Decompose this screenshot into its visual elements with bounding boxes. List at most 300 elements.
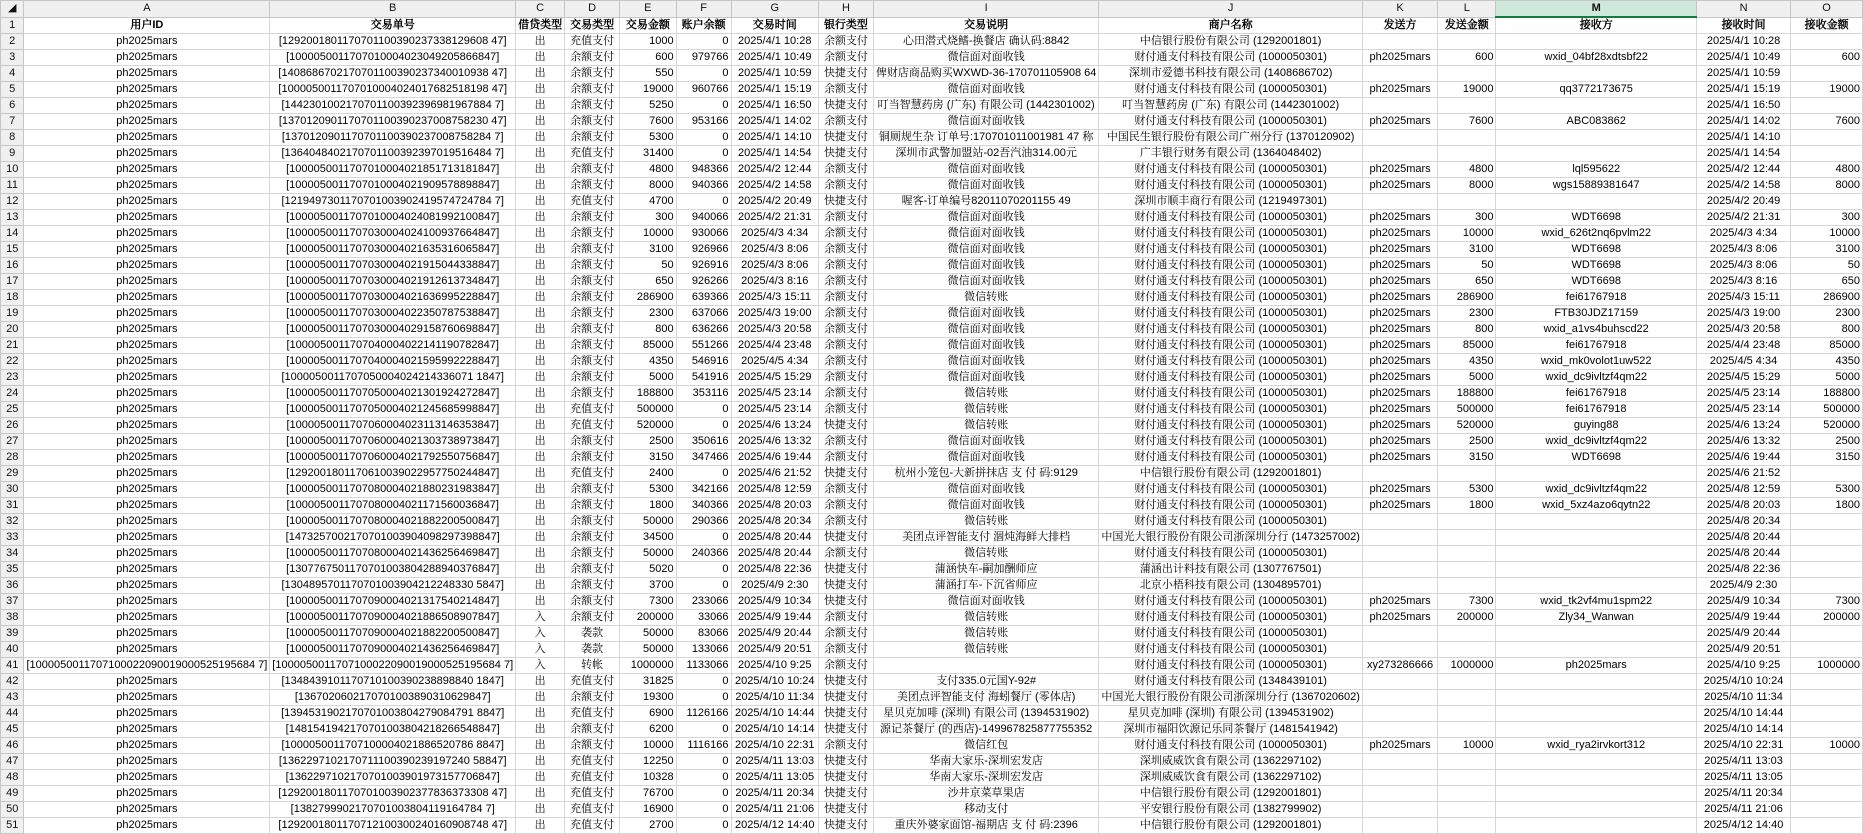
cell-O13[interactable]: 300 xyxy=(1791,209,1863,225)
cell-C24[interactable]: 出 xyxy=(516,385,565,401)
cell-L25[interactable]: 500000 xyxy=(1438,401,1496,417)
cell-L14[interactable]: 10000 xyxy=(1438,225,1496,241)
cell-D14[interactable]: 余额支付 xyxy=(565,225,620,241)
cell-M15[interactable]: WDT6698 xyxy=(1496,241,1697,257)
cell-O43[interactable] xyxy=(1791,689,1863,705)
cell-D12[interactable]: 充值支付 xyxy=(565,193,620,209)
cell-A10[interactable]: ph2025mars xyxy=(24,161,270,177)
table-row[interactable] xyxy=(1,817,1863,833)
cell-A40[interactable]: ph2025mars xyxy=(24,641,270,657)
cell-G10[interactable]: 2025/4/2 12:44 xyxy=(731,161,818,177)
cell-M16[interactable]: WDT6698 xyxy=(1496,257,1697,273)
cell-J34[interactable]: 财付通支付科技有限公司 (1000050301) xyxy=(1099,545,1363,561)
cell-C10[interactable]: 出 xyxy=(516,161,565,177)
cell-H32[interactable]: 余额支付 xyxy=(818,513,873,529)
cell-A24[interactable]: ph2025mars xyxy=(24,385,270,401)
cell-G40[interactable]: 2025/4/9 20:51 xyxy=(731,641,818,657)
cell-M33[interactable] xyxy=(1496,529,1697,545)
cell-O41[interactable]: 1000000 xyxy=(1791,657,1863,673)
cell-O36[interactable] xyxy=(1791,577,1863,593)
cell-G45[interactable]: 2025/4/10 14:14 xyxy=(731,721,818,737)
cell-D39[interactable]: 袭款 xyxy=(565,625,620,641)
cell-A30[interactable]: ph2025mars xyxy=(24,481,270,497)
cell-D19[interactable]: 余额支付 xyxy=(565,305,620,321)
table-row[interactable] xyxy=(1,177,1863,193)
cell-K22[interactable]: ph2025mars xyxy=(1362,353,1437,369)
cell-A43[interactable]: ph2025mars xyxy=(24,689,270,705)
row-header-14[interactable]: 14 xyxy=(1,225,24,241)
cell-I12[interactable]: 喔客-订单编号82011070201155 49 xyxy=(873,193,1099,209)
cell-L10[interactable]: 4800 xyxy=(1438,161,1496,177)
cell-A32[interactable]: ph2025mars xyxy=(24,513,270,529)
cell-K2[interactable] xyxy=(1362,33,1437,49)
cell-O38[interactable]: 200000 xyxy=(1791,609,1863,625)
row-header-27[interactable]: 27 xyxy=(1,433,24,449)
cell-J49[interactable]: 中信银行股份有限公司 (1292001801) xyxy=(1099,785,1363,801)
cell-M24[interactable]: fei61767918 xyxy=(1496,385,1697,401)
cell-O49[interactable] xyxy=(1791,785,1863,801)
cell-A42[interactable]: ph2025mars xyxy=(24,673,270,689)
cell-K36[interactable] xyxy=(1362,577,1437,593)
cell-C44[interactable]: 出 xyxy=(516,705,565,721)
cell-A34[interactable]: ph2025mars xyxy=(24,545,270,561)
cell-G22[interactable]: 2025/4/5 4:34 xyxy=(731,353,818,369)
cell-F42[interactable]: 0 xyxy=(676,673,731,689)
row-header-3[interactable]: 3 xyxy=(1,49,24,65)
cell-I43[interactable]: 美团点评智能支付 海蚓餐厅 (零体店) xyxy=(873,689,1099,705)
cell-I37[interactable]: 微信面对面收钱 xyxy=(873,593,1099,609)
cell-A19[interactable]: ph2025mars xyxy=(24,305,270,321)
cell-D45[interactable]: 余额支付 xyxy=(565,721,620,737)
cell-N44[interactable]: 2025/4/10 14:44 xyxy=(1696,705,1790,721)
cell-A37[interactable]: ph2025mars xyxy=(24,593,270,609)
cell-D33[interactable]: 余额支付 xyxy=(565,529,620,545)
cell-M21[interactable]: fei61767918 xyxy=(1496,337,1697,353)
cell-F17[interactable]: 926266 xyxy=(676,273,731,289)
cell-F22[interactable]: 546916 xyxy=(676,353,731,369)
cell-O37[interactable]: 7300 xyxy=(1791,593,1863,609)
cell-I46[interactable]: 微信红包 xyxy=(873,737,1099,753)
cell-J32[interactable]: 财付通支付科技有限公司 (1000050301) xyxy=(1099,513,1363,529)
cell-D46[interactable]: 余额支付 xyxy=(565,737,620,753)
cell-D31[interactable]: 余额支付 xyxy=(565,497,620,513)
cell-K8[interactable] xyxy=(1362,129,1437,145)
cell-O16[interactable]: 50 xyxy=(1791,257,1863,273)
cell-M36[interactable] xyxy=(1496,577,1697,593)
cell-E40[interactable]: 50000 xyxy=(620,641,677,657)
table-row[interactable] xyxy=(1,113,1863,129)
cell-M11[interactable]: wgs15889381647 xyxy=(1496,177,1697,193)
cell-F20[interactable]: 636266 xyxy=(676,321,731,337)
cell-B8[interactable]: [1370120901170701100390237008758284 7] xyxy=(270,129,516,145)
cell-I8[interactable]: 铜厕规生杂 订单号:170701011001981 47 称 xyxy=(873,129,1099,145)
cell-K9[interactable] xyxy=(1362,145,1437,161)
cell-G28[interactable]: 2025/4/6 19:44 xyxy=(731,449,818,465)
cell-L47[interactable] xyxy=(1438,753,1496,769)
cell-O51[interactable] xyxy=(1791,817,1863,833)
cell-A51[interactable]: ph2025mars xyxy=(24,817,270,833)
cell-E10[interactable]: 4800 xyxy=(620,161,677,177)
cell-E48[interactable]: 10328 xyxy=(620,769,677,785)
cell-N32[interactable]: 2025/4/8 20:34 xyxy=(1696,513,1790,529)
cell-G47[interactable]: 2025/4/11 13:03 xyxy=(731,753,818,769)
cell-I49[interactable]: 沙井京菜草果店 xyxy=(873,785,1099,801)
cell-I13[interactable]: 微信面对面收钱 xyxy=(873,209,1099,225)
cell-C8[interactable]: 出 xyxy=(516,129,565,145)
table-row[interactable] xyxy=(1,417,1863,433)
cell-I23[interactable]: 微信面对面收钱 xyxy=(873,369,1099,385)
table-row[interactable] xyxy=(1,321,1863,337)
table-row[interactable] xyxy=(1,513,1863,529)
cell-O23[interactable]: 5000 xyxy=(1791,369,1863,385)
column-header-D[interactable]: D xyxy=(565,1,620,18)
cell-F2[interactable]: 0 xyxy=(676,33,731,49)
column-header-G[interactable]: G xyxy=(731,1,818,18)
cell-E43[interactable]: 19300 xyxy=(620,689,677,705)
cell-J37[interactable]: 财付通支付科技有限公司 (1000050301) xyxy=(1099,593,1363,609)
row-header-50[interactable]: 50 xyxy=(1,801,24,817)
cell-A13[interactable]: ph2025mars xyxy=(24,209,270,225)
cell-H15[interactable]: 余额支付 xyxy=(818,241,873,257)
cell-G4[interactable]: 2025/4/1 10:59 xyxy=(731,65,818,81)
cell-E18[interactable]: 286900 xyxy=(620,289,677,305)
cell-C47[interactable]: 出 xyxy=(516,753,565,769)
cell-O33[interactable] xyxy=(1791,529,1863,545)
cell-M27[interactable]: wxid_dc9ivltzf4qm22 xyxy=(1496,433,1697,449)
row-header-18[interactable]: 18 xyxy=(1,289,24,305)
cell-K12[interactable] xyxy=(1362,193,1437,209)
cell-D32[interactable]: 余额支付 xyxy=(565,513,620,529)
cell-C31[interactable]: 出 xyxy=(516,497,565,513)
cell-C22[interactable]: 出 xyxy=(516,353,565,369)
cell-N4[interactable]: 2025/4/1 10:59 xyxy=(1696,65,1790,81)
cell-F31[interactable]: 340366 xyxy=(676,497,731,513)
cell-M4[interactable] xyxy=(1496,65,1697,81)
row-header-1[interactable]: 1 xyxy=(1,17,24,33)
cell-C27[interactable]: 出 xyxy=(516,433,565,449)
cell-A6[interactable]: ph2025mars xyxy=(24,97,270,113)
cell-F51[interactable]: 0 xyxy=(676,817,731,833)
cell-B21[interactable]: [1000050011707040004022141190782847] xyxy=(270,337,516,353)
cell-J19[interactable]: 财付通支付科技有限公司 (1000050301) xyxy=(1099,305,1363,321)
cell-E49[interactable]: 76700 xyxy=(620,785,677,801)
table-row[interactable] xyxy=(1,577,1863,593)
cell-H10[interactable]: 余额支付 xyxy=(818,161,873,177)
cell-A18[interactable]: ph2025mars xyxy=(24,289,270,305)
cell-C39[interactable]: 入 xyxy=(516,625,565,641)
cell-C18[interactable]: 出 xyxy=(516,289,565,305)
cell-I47[interactable]: 华南大家乐-深圳宏发店 xyxy=(873,753,1099,769)
cell-O8[interactable] xyxy=(1791,129,1863,145)
cell-I39[interactable]: 微信转账 xyxy=(873,625,1099,641)
cell-L39[interactable] xyxy=(1438,625,1496,641)
row-header-39[interactable]: 39 xyxy=(1,625,24,641)
table-row[interactable] xyxy=(1,33,1863,49)
cell-L26[interactable]: 520000 xyxy=(1438,417,1496,433)
cell-L19[interactable]: 2300 xyxy=(1438,305,1496,321)
cell-L21[interactable]: 85000 xyxy=(1438,337,1496,353)
cell-N25[interactable]: 2025/4/5 23:14 xyxy=(1696,401,1790,417)
cell-D44[interactable]: 充值支付 xyxy=(565,705,620,721)
cell-J25[interactable]: 财付通支付科技有限公司 (1000050301) xyxy=(1099,401,1363,417)
cell-I7[interactable]: 微信面对面收钱 xyxy=(873,113,1099,129)
row-header-5[interactable]: 5 xyxy=(1,81,24,97)
cell-F19[interactable]: 637066 xyxy=(676,305,731,321)
cell-M3[interactable]: wxid_04bf28xdtsbf22 xyxy=(1496,49,1697,65)
cell-D28[interactable]: 余额支付 xyxy=(565,449,620,465)
cell-J9[interactable]: 广丰银行财务有限公司 (1364048402) xyxy=(1099,145,1363,161)
cell-H18[interactable]: 余额支付 xyxy=(818,289,873,305)
cell-L4[interactable] xyxy=(1438,65,1496,81)
cell-G8[interactable]: 2025/4/1 14:10 xyxy=(731,129,818,145)
cell-K40[interactable] xyxy=(1362,641,1437,657)
row-header-15[interactable]: 15 xyxy=(1,241,24,257)
cell-E11[interactable]: 8000 xyxy=(620,177,677,193)
cell-I29[interactable]: 杭州小笼包-大新拼抹店 支 付 码:9129 xyxy=(873,465,1099,481)
cell-D9[interactable]: 充值支付 xyxy=(565,145,620,161)
cell-O30[interactable]: 5300 xyxy=(1791,481,1863,497)
cell-N46[interactable]: 2025/4/10 22:31 xyxy=(1696,737,1790,753)
cell-I50[interactable]: 移动支付 xyxy=(873,801,1099,817)
row-header-19[interactable]: 19 xyxy=(1,305,24,321)
table-row[interactable] xyxy=(1,801,1863,817)
cell-J27[interactable]: 财付通支付科技有限公司 (1000050301) xyxy=(1099,433,1363,449)
cell-K20[interactable]: ph2025mars xyxy=(1362,321,1437,337)
cell-C11[interactable]: 出 xyxy=(516,177,565,193)
cell-L7[interactable]: 7600 xyxy=(1438,113,1496,129)
cell-G32[interactable]: 2025/4/8 20:34 xyxy=(731,513,818,529)
cell-J14[interactable]: 财付通支付科技有限公司 (1000050301) xyxy=(1099,225,1363,241)
cell-K37[interactable]: ph2025mars xyxy=(1362,593,1437,609)
cell-G37[interactable]: 2025/4/9 10:34 xyxy=(731,593,818,609)
cell-L46[interactable]: 10000 xyxy=(1438,737,1496,753)
table-row[interactable] xyxy=(1,241,1863,257)
table-row[interactable] xyxy=(1,65,1863,81)
row-header-38[interactable]: 38 xyxy=(1,609,24,625)
cell-K28[interactable]: ph2025mars xyxy=(1362,449,1437,465)
cell-N20[interactable]: 2025/4/3 20:58 xyxy=(1696,321,1790,337)
cell-I45[interactable]: 源记茶餐厅 (的西店)-149967825877755352 xyxy=(873,721,1099,737)
cell-A50[interactable]: ph2025mars xyxy=(24,801,270,817)
cell-F49[interactable]: 0 xyxy=(676,785,731,801)
cell-F34[interactable]: 240366 xyxy=(676,545,731,561)
cell-B37[interactable]: [1000050011707090004021317540214847] xyxy=(270,593,516,609)
cell-O46[interactable]: 10000 xyxy=(1791,737,1863,753)
cell-E20[interactable]: 800 xyxy=(620,321,677,337)
cell-H19[interactable]: 余额支付 xyxy=(818,305,873,321)
cell-H25[interactable]: 余额支付 xyxy=(818,401,873,417)
cell-N42[interactable]: 2025/4/10 10:24 xyxy=(1696,673,1790,689)
cell-A22[interactable]: ph2025mars xyxy=(24,353,270,369)
cell-N7[interactable]: 2025/4/1 14:02 xyxy=(1696,113,1790,129)
cell-C7[interactable]: 出 xyxy=(516,113,565,129)
cell-F15[interactable]: 926966 xyxy=(676,241,731,257)
cell-C17[interactable]: 出 xyxy=(516,273,565,289)
cell-J31[interactable]: 财付通支付科技有限公司 (1000050301) xyxy=(1099,497,1363,513)
cell-L43[interactable] xyxy=(1438,689,1496,705)
cell-B20[interactable]: [1000050011707030004029158760698847] xyxy=(270,321,516,337)
cell-M44[interactable] xyxy=(1496,705,1697,721)
cell-B40[interactable]: [1000050011707090004021436256469847] xyxy=(270,641,516,657)
table-row[interactable] xyxy=(1,81,1863,97)
cell-B46[interactable]: [1000050011707100004021886520786 8847] xyxy=(270,737,516,753)
cell-N21[interactable]: 2025/4/4 23:48 xyxy=(1696,337,1790,353)
cell-M43[interactable] xyxy=(1496,689,1697,705)
cell-M22[interactable]: wxid_mk0volot1uw522 xyxy=(1496,353,1697,369)
cell-D35[interactable]: 余额支付 xyxy=(565,561,620,577)
cell-N36[interactable]: 2025/4/9 2:30 xyxy=(1696,577,1790,593)
cell-O28[interactable]: 3150 xyxy=(1791,449,1863,465)
cell-O50[interactable] xyxy=(1791,801,1863,817)
cell-O12[interactable] xyxy=(1791,193,1863,209)
cell-A49[interactable]: ph2025mars xyxy=(24,785,270,801)
cell-L35[interactable] xyxy=(1438,561,1496,577)
cell-N48[interactable]: 2025/4/11 13:05 xyxy=(1696,769,1790,785)
column-header-L[interactable]: L xyxy=(1438,1,1496,18)
cell-H21[interactable]: 余额支付 xyxy=(818,337,873,353)
row-header-47[interactable]: 47 xyxy=(1,753,24,769)
cell-I11[interactable]: 微信面对面收钱 xyxy=(873,177,1099,193)
cell-M41[interactable]: ph2025mars xyxy=(1496,657,1697,673)
cell-L27[interactable]: 2500 xyxy=(1438,433,1496,449)
row-header-13[interactable]: 13 xyxy=(1,209,24,225)
cell-N31[interactable]: 2025/4/8 20:03 xyxy=(1696,497,1790,513)
cell-I17[interactable]: 微信面对面收钱 xyxy=(873,273,1099,289)
cell-N45[interactable]: 2025/4/10 14:14 xyxy=(1696,721,1790,737)
cell-L33[interactable] xyxy=(1438,529,1496,545)
cell-L23[interactable]: 5000 xyxy=(1438,369,1496,385)
cell-I4[interactable]: 俾财店商品购买WXWD-36-170701105908 64 xyxy=(873,65,1099,81)
column-header-K[interactable]: K xyxy=(1362,1,1437,18)
cell-C26[interactable]: 出 xyxy=(516,417,565,433)
cell-E25[interactable]: 500000 xyxy=(620,401,677,417)
cell-M10[interactable]: lql595622 xyxy=(1496,161,1697,177)
cell-O39[interactable] xyxy=(1791,625,1863,641)
cell-L30[interactable]: 5300 xyxy=(1438,481,1496,497)
cell-L37[interactable]: 7300 xyxy=(1438,593,1496,609)
cell-E6[interactable]: 5250 xyxy=(620,97,677,113)
cell-O24[interactable]: 188800 xyxy=(1791,385,1863,401)
row-header-42[interactable]: 42 xyxy=(1,673,24,689)
cell-H24[interactable]: 余额支付 xyxy=(818,385,873,401)
cell-B24[interactable]: [1000050011707050004021301924272847] xyxy=(270,385,516,401)
cell-E39[interactable]: 50000 xyxy=(620,625,677,641)
cell-F18[interactable]: 639366 xyxy=(676,289,731,305)
cell-C49[interactable]: 出 xyxy=(516,785,565,801)
cell-M38[interactable]: Zly34_Wanwan xyxy=(1496,609,1697,625)
cell-F41[interactable]: 1133066 xyxy=(676,657,731,673)
row-header-37[interactable]: 37 xyxy=(1,593,24,609)
cell-H3[interactable]: 余额支付 xyxy=(818,49,873,65)
cell-O11[interactable]: 8000 xyxy=(1791,177,1863,193)
cell-A33[interactable]: ph2025mars xyxy=(24,529,270,545)
cell-M25[interactable]: fei61767918 xyxy=(1496,401,1697,417)
cell-E22[interactable]: 4350 xyxy=(620,353,677,369)
cell-N8[interactable]: 2025/4/1 14:10 xyxy=(1696,129,1790,145)
row-header-23[interactable]: 23 xyxy=(1,369,24,385)
cell-M17[interactable]: WDT6698 xyxy=(1496,273,1697,289)
cell-A9[interactable]: ph2025mars xyxy=(24,145,270,161)
cell-M37[interactable]: wxid_tk2vf4mu1spm22 xyxy=(1496,593,1697,609)
cell-E8[interactable]: 5300 xyxy=(620,129,677,145)
cell-E45[interactable]: 6200 xyxy=(620,721,677,737)
cell-B19[interactable]: [1000050011707030004022350787538847] xyxy=(270,305,516,321)
cell-H2[interactable]: 余额支付 xyxy=(818,33,873,49)
cell-M8[interactable] xyxy=(1496,129,1697,145)
cell-F16[interactable]: 926916 xyxy=(676,257,731,273)
cell-J50[interactable]: 平安银行股份有限公司 (1382799902) xyxy=(1099,801,1363,817)
cell-B18[interactable]: [1000050011707030004021636995228847] xyxy=(270,289,516,305)
cell-A3[interactable]: ph2025mars xyxy=(24,49,270,65)
cell-K39[interactable] xyxy=(1362,625,1437,641)
cell-L41[interactable]: 1000000 xyxy=(1438,657,1496,673)
cell-O40[interactable] xyxy=(1791,641,1863,657)
table-row[interactable] xyxy=(1,737,1863,753)
cell-I5[interactable]: 微信面对面收钱 xyxy=(873,81,1099,97)
cell-C19[interactable]: 出 xyxy=(516,305,565,321)
cell-K51[interactable] xyxy=(1362,817,1437,833)
cell-H13[interactable]: 余额支付 xyxy=(818,209,873,225)
cell-N24[interactable]: 2025/4/5 23:14 xyxy=(1696,385,1790,401)
cell-F14[interactable]: 930066 xyxy=(676,225,731,241)
cell-K16[interactable]: ph2025mars xyxy=(1362,257,1437,273)
cell-L28[interactable]: 3150 xyxy=(1438,449,1496,465)
cell-E17[interactable]: 650 xyxy=(620,273,677,289)
cell-D26[interactable]: 充值支付 xyxy=(565,417,620,433)
cell-D6[interactable]: 余额支付 xyxy=(565,97,620,113)
cell-C36[interactable]: 出 xyxy=(516,577,565,593)
cell-A11[interactable]: ph2025mars xyxy=(24,177,270,193)
cell-K41[interactable]: xy273286666 xyxy=(1362,657,1437,673)
cell-G51[interactable]: 2025/4/12 14:40 xyxy=(731,817,818,833)
cell-A27[interactable]: ph2025mars xyxy=(24,433,270,449)
cell-M18[interactable]: fei61767918 xyxy=(1496,289,1697,305)
row-header-46[interactable]: 46 xyxy=(1,737,24,753)
table-row[interactable] xyxy=(1,721,1863,737)
cell-L42[interactable] xyxy=(1438,673,1496,689)
cell-M34[interactable] xyxy=(1496,545,1697,561)
cell-A38[interactable]: ph2025mars xyxy=(24,609,270,625)
cell-E30[interactable]: 5300 xyxy=(620,481,677,497)
cell-B48[interactable]: [1362297102170701003901973157706847] xyxy=(270,769,516,785)
cell-N43[interactable]: 2025/4/10 11:34 xyxy=(1696,689,1790,705)
cell-J38[interactable]: 财付通支付科技有限公司 (1000050301) xyxy=(1099,609,1363,625)
cell-N11[interactable]: 2025/4/2 14:58 xyxy=(1696,177,1790,193)
cell-B6[interactable]: [1442301002170701100392396981967884 7] xyxy=(270,97,516,113)
cell-D37[interactable]: 余额支付 xyxy=(565,593,620,609)
cell-O5[interactable]: 19000 xyxy=(1791,81,1863,97)
cell-C2[interactable]: 出 xyxy=(516,33,565,49)
cell-D27[interactable]: 余额支付 xyxy=(565,433,620,449)
cell-C41[interactable]: 入 xyxy=(516,657,565,673)
cell-N27[interactable]: 2025/4/6 13:32 xyxy=(1696,433,1790,449)
cell-B3[interactable]: [1000050011707010004023049205866847] xyxy=(270,49,516,65)
cell-O47[interactable] xyxy=(1791,753,1863,769)
cell-J3[interactable]: 财付通支付科技有限公司 (1000050301) xyxy=(1099,49,1363,65)
table-row[interactable] xyxy=(1,129,1863,145)
cell-D29[interactable]: 充值支付 xyxy=(565,465,620,481)
cell-N18[interactable]: 2025/4/3 15:11 xyxy=(1696,289,1790,305)
cell-N22[interactable]: 2025/4/5 4:34 xyxy=(1696,353,1790,369)
cell-G33[interactable]: 2025/4/8 20:44 xyxy=(731,529,818,545)
cell-M32[interactable] xyxy=(1496,513,1697,529)
cell-B38[interactable]: [1000050011707090004021886508907847] xyxy=(270,609,516,625)
cell-A35[interactable]: ph2025mars xyxy=(24,561,270,577)
cell-K14[interactable]: ph2025mars xyxy=(1362,225,1437,241)
cell-L8[interactable] xyxy=(1438,129,1496,145)
cell-B25[interactable]: [1000050011707050004021245685998847] xyxy=(270,401,516,417)
cell-F24[interactable]: 353116 xyxy=(676,385,731,401)
